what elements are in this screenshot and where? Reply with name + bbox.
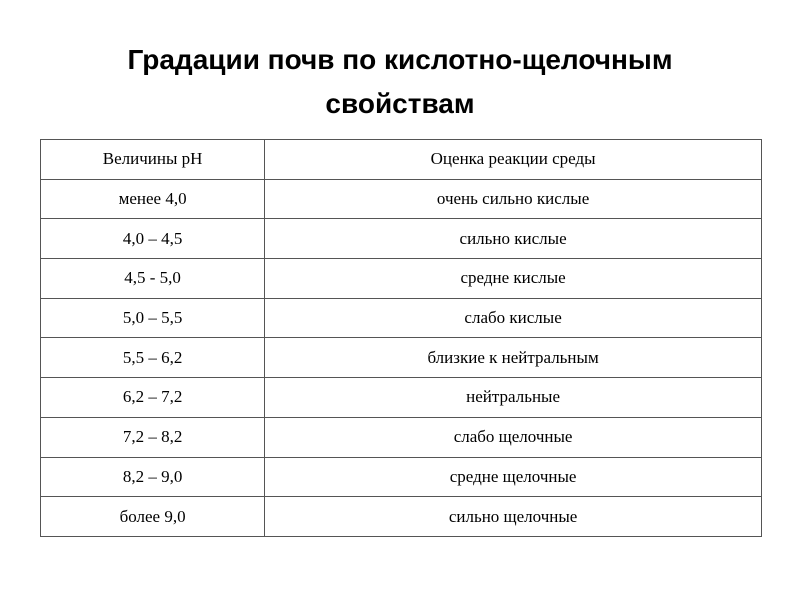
header-reaction-assessment: Оценка реакции среды <box>265 140 762 180</box>
reaction-cell: средне щелочные <box>265 457 762 497</box>
table-header-row <box>41 140 762 180</box>
reaction-cell: очень сильно кислые <box>265 179 762 219</box>
ph-value-cell: 8,2 – 9,0 <box>41 457 265 497</box>
table-row <box>41 219 762 259</box>
ph-value-cell: более 9,0 <box>41 497 265 537</box>
reaction-cell: средне кислые <box>265 259 762 299</box>
ph-value-cell: 6,2 – 7,2 <box>41 378 265 418</box>
table-row <box>41 497 762 537</box>
table-row <box>41 417 762 457</box>
ph-value-cell: 5,0 – 5,5 <box>41 298 265 338</box>
reaction-cell: сильно щелочные <box>265 497 762 537</box>
ph-value-cell: 5,5 – 6,2 <box>41 338 265 378</box>
reaction-cell: слабо кислые <box>265 298 762 338</box>
ph-value-cell: 4,0 – 4,5 <box>41 219 265 259</box>
ph-gradation-table <box>40 139 762 537</box>
header-ph-values: Величины рН <box>41 140 265 180</box>
reaction-cell: близкие к нейтральным <box>265 338 762 378</box>
reaction-cell: слабо щелочные <box>265 417 762 457</box>
table-row <box>41 338 762 378</box>
reaction-cell: сильно кислые <box>265 219 762 259</box>
table-row <box>41 457 762 497</box>
table-row <box>41 298 762 338</box>
page-title <box>0 38 800 126</box>
table-row <box>41 378 762 418</box>
ph-value-cell: 7,2 – 8,2 <box>41 417 265 457</box>
ph-value-cell: 4,5 - 5,0 <box>41 259 265 299</box>
ph-value-cell: менее 4,0 <box>41 179 265 219</box>
table-row <box>41 179 762 219</box>
title-line-1: Градации почв по кислотно-щелочным <box>127 44 673 75</box>
table-row <box>41 259 762 299</box>
title-line-2: свойствам <box>325 88 475 119</box>
reaction-cell: нейтральные <box>265 378 762 418</box>
